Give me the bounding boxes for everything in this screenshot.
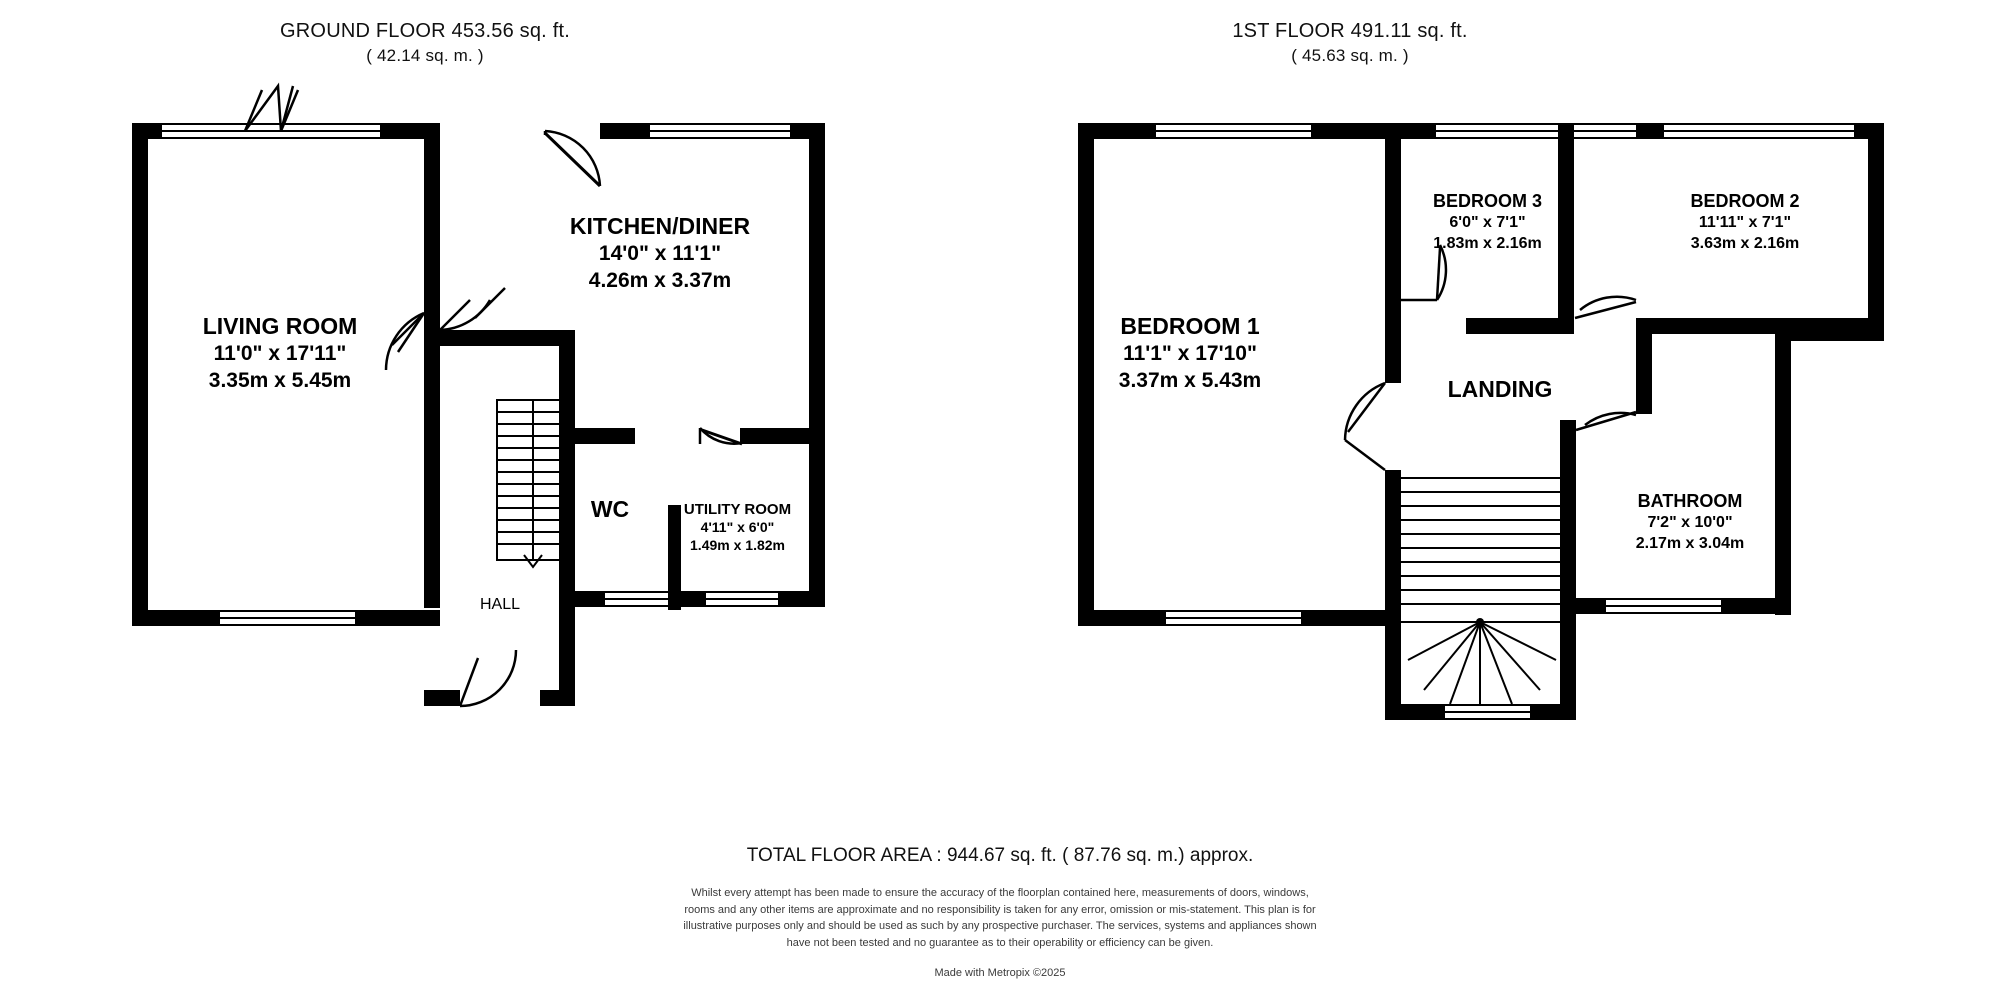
made-with-credit: Made with Metropix ©2025 (934, 967, 1066, 979)
door-swing-gf-utility (700, 428, 742, 444)
wall-ff-front-seg3 (1636, 123, 1664, 139)
room-dim-metric: 3.35m x 5.45m (208, 369, 352, 393)
wall-ff-front-seg1 (1078, 123, 1156, 139)
stairs-ff-newel (1476, 618, 1484, 626)
window-ff-bath-rear (1606, 598, 1721, 614)
wall-ff-stair-bottom-right (1530, 704, 1576, 720)
wall-gf-top-left (132, 123, 162, 139)
wall-gf-kitchen-wc (575, 428, 635, 444)
room-name: KITCHEN/DINER (569, 213, 751, 239)
wall-ff-bed3-bottom (1466, 318, 1574, 334)
room-name: HALL (479, 596, 521, 613)
room-label-bedroom-2 (1640, 190, 1850, 254)
room-dim-imperial: 6'0" x 7'1" (1449, 214, 1526, 232)
room-label-landing (1400, 375, 1600, 404)
wall-ff-stair-bottom-left (1385, 704, 1445, 720)
door-swing-gf-front (545, 131, 600, 186)
wall-ff-rear-seg4 (1721, 598, 1791, 614)
wall-gf-kitchen-utility (740, 428, 825, 444)
window-gf-kitchen-front (650, 123, 790, 139)
ground-floor-title (200, 18, 650, 68)
first-floor-title-text: 1ST FLOOR 491.11 sq. ft. (1232, 20, 1468, 42)
wall-ff-rear-seg1 (1078, 610, 1166, 626)
window-gf-utility-rear (706, 591, 778, 607)
door-swing-gf-hall (460, 650, 516, 706)
room-name: BEDROOM 3 (1432, 191, 1542, 211)
window-gf-wc-rear (605, 591, 668, 607)
room-dim-imperial: 14'0" x 11'1" (598, 242, 722, 266)
window-ff-bed1-rear (1166, 610, 1301, 626)
wall-ff-landing-nib (1636, 334, 1652, 414)
wall-gf-living-bottom-right (355, 610, 440, 626)
room-label-living-room (120, 312, 440, 395)
room-dim-metric: 2.17m x 3.04m (1635, 534, 1745, 552)
room-label-bathroom (1590, 490, 1790, 554)
room-dim-metric: 4.26m x 3.37m (588, 269, 732, 293)
room-dim-imperial: 11'1" x 17'10" (1123, 342, 1257, 366)
wall-gf-kitchen-front-left (600, 123, 650, 139)
window-ff-bed1-front (1156, 123, 1311, 139)
room-name: BEDROOM 1 (1120, 313, 1260, 339)
wall-gf-rear-seg3 (778, 591, 825, 607)
window-ff-bed2-front (1664, 123, 1854, 139)
room-dim-metric: 1.83m x 2.16m (1433, 234, 1542, 252)
ground-floor-subtitle: ( 42.14 sq. m. ) (366, 46, 484, 65)
wall-gf-kitchen-left (440, 330, 575, 346)
room-dim-metric: 3.63m x 2.16m (1690, 234, 1800, 252)
first-floor-subtitle: ( 45.63 sq. m. ) (1291, 46, 1409, 65)
wall-ff-bed2-bottom (1636, 318, 1884, 334)
ground-floor-title-text: GROUND FLOOR 453.56 sq. ft. (280, 20, 570, 42)
room-name: BEDROOM 2 (1690, 191, 1800, 211)
room-label-bedroom-1 (1020, 312, 1360, 395)
room-name: UTILITY ROOM (683, 501, 792, 518)
room-name: WC (590, 496, 630, 522)
door-swing-bed2 (1580, 297, 1636, 310)
wall-gf-hall-bottom-left (424, 690, 460, 706)
stairs-gf-direction-arrow (524, 555, 542, 567)
wall-ff-bath-right (1775, 325, 1791, 615)
window-gf-living-rear (220, 610, 355, 626)
room-label-hall (440, 595, 560, 615)
room-dim-metric: 1.49m x 1.82m (690, 537, 785, 554)
wall-ff-stair-right (1560, 420, 1576, 720)
wall-ff-stair-left (1385, 470, 1401, 720)
window-ff-bed3-front (1436, 123, 1636, 139)
window-ff-stair-bottom (1445, 704, 1530, 720)
room-dim-imperial: 11'0" x 17'11" (213, 342, 347, 366)
room-dim-imperial: 11'11" x 7'1" (1698, 214, 1792, 232)
room-name: BATHROOM (1637, 491, 1743, 511)
room-name: LIVING ROOM (202, 313, 358, 339)
room-dim-metric: 3.37m x 5.43m (1118, 369, 1262, 393)
wall-ff-rear-seg3 (1576, 598, 1606, 614)
wall-gf-rear-seg1 (575, 591, 605, 607)
wall-ff-front-seg2 (1311, 123, 1436, 139)
door-swing-gf-kitchen (440, 300, 490, 330)
room-label-utility-room (645, 500, 830, 555)
room-label-kitchen-diner (500, 212, 820, 295)
wall-gf-living-bottom-left (132, 610, 220, 626)
door-swing-bathroom (1585, 413, 1636, 425)
window-gf-living-front (162, 123, 380, 139)
wall-gf-living-hall (424, 123, 440, 313)
room-dim-imperial: 4'11" x 6'0" (700, 519, 775, 536)
wall-ff-right-outer (1868, 123, 1884, 341)
first-floor-title (1125, 18, 1575, 68)
room-label-bedroom-3 (1395, 190, 1580, 254)
disclaimer-text: Whilst every attempt has been made to ensure the accuracy of the floorplan contained here, measurements of doors, windows, rooms and any other items are approximate and no responsibility is taken for any error, omission or mis-statement. This plan is for illustrative purposes only and should be used as such by any prospective purchaser. The services, systems and appliances shown have not been tested and no guarantee as to their operability or efficiency can be given. (683, 887, 1317, 949)
room-name: LANDING (1447, 376, 1553, 402)
wall-gf-rear-seg2 (668, 591, 706, 607)
room-dim-imperial: 7'2" x 10'0" (1647, 514, 1733, 532)
total-floor-area: TOTAL FLOOR AREA : 944.67 sq. ft. ( 87.76 sq. m.) approx. (746, 845, 1254, 866)
